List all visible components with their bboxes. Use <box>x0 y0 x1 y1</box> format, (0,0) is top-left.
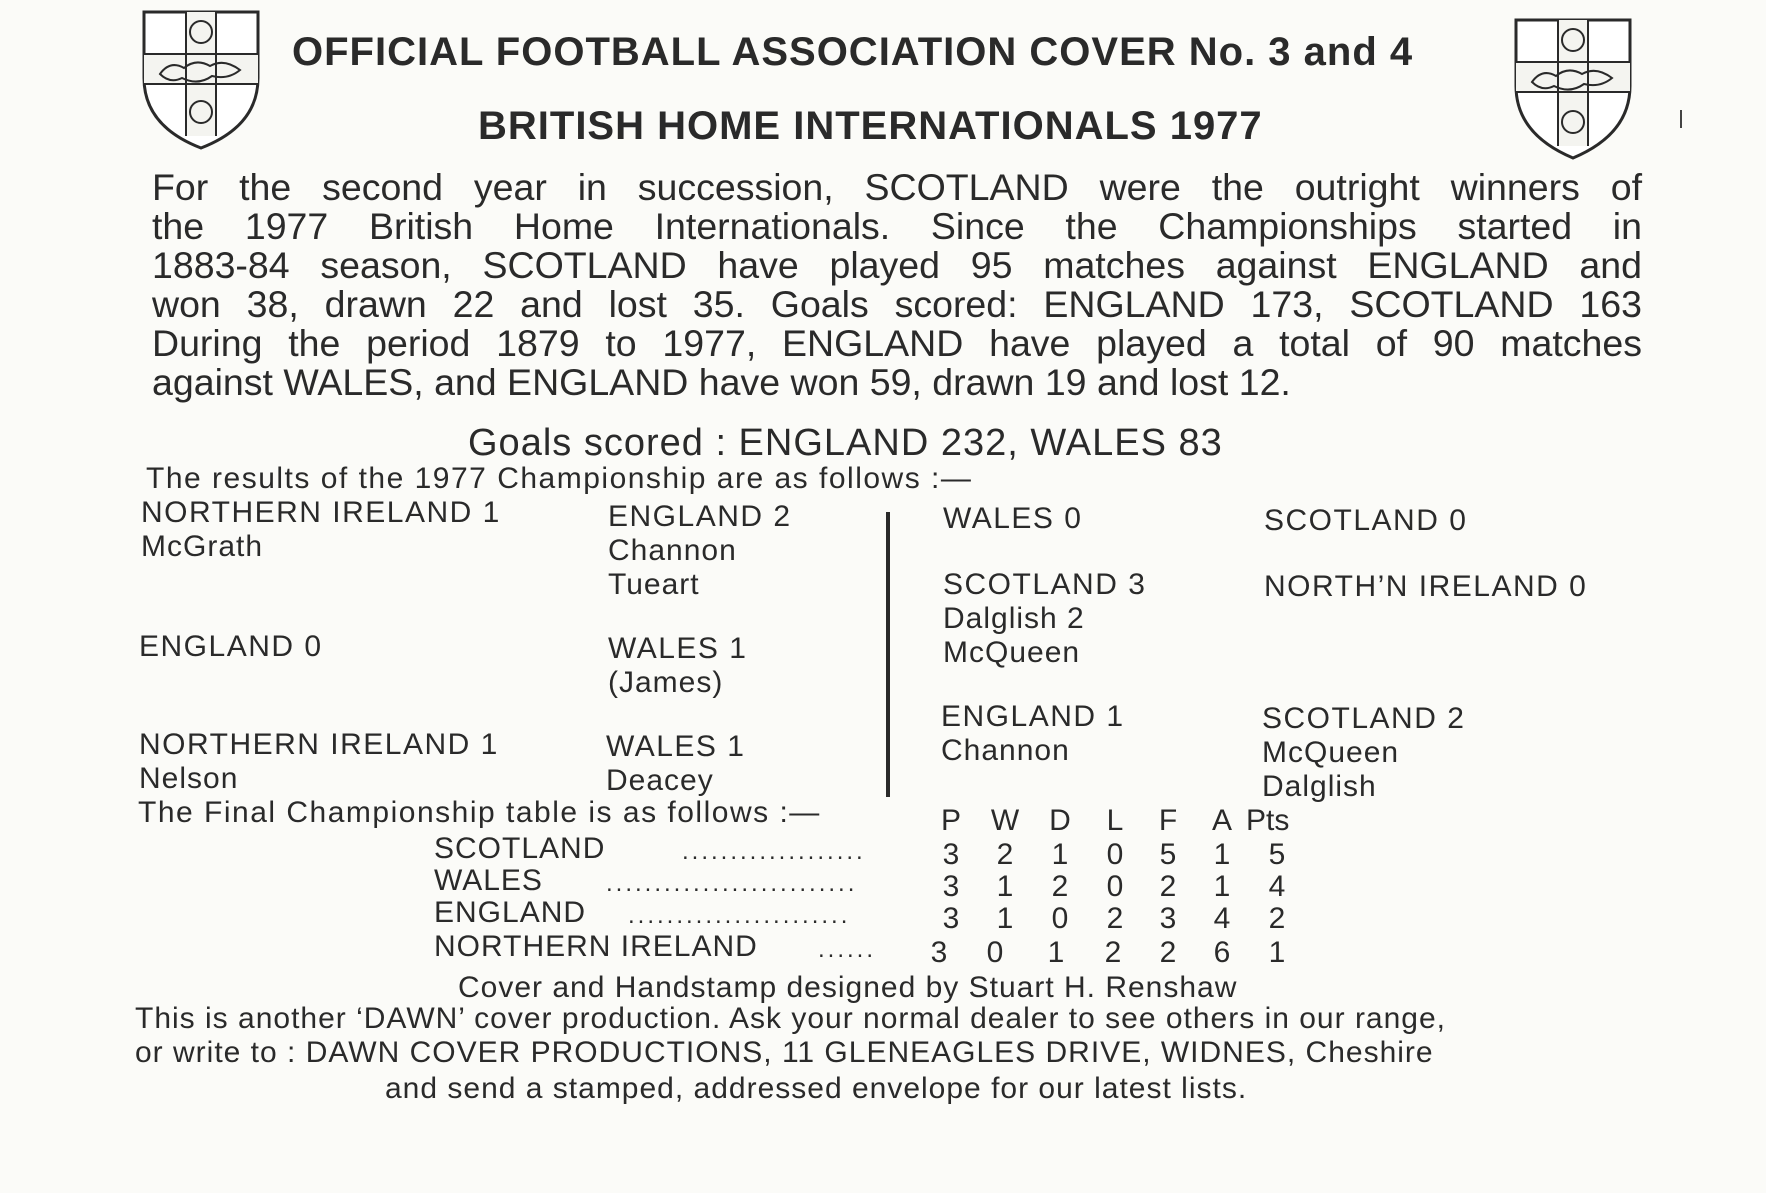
goals-scored-line: Goals scored : ENGLAND 232, WALES 83 <box>468 422 1223 464</box>
intro-line: won 38, drawn 22 and lost 35. Goals scored: ENGLAND 173, SCOTLAND 163 <box>152 283 1642 325</box>
table-row-leader: .......................... <box>606 870 858 897</box>
table-header: D <box>1049 804 1071 837</box>
match-scorer: Channon <box>941 734 1070 767</box>
match-scorer: (James) <box>608 666 724 699</box>
match-home-team: NORTHERN IRELAND 1 <box>139 728 499 761</box>
table-header: F <box>1158 804 1178 837</box>
match-away-team: WALES 1 <box>606 730 746 763</box>
table-cell: 3 <box>942 870 960 903</box>
match-scorer: McQueen <box>1262 736 1400 769</box>
table-cell: 2 <box>1051 870 1069 903</box>
intro-paragraph <box>152 168 1642 402</box>
table-row-leader: ...... <box>818 936 877 963</box>
match-away-team: SCOTLAND 0 <box>1264 504 1468 537</box>
match-home-team: NORTHERN IRELAND 1 <box>141 496 501 529</box>
table-cell: 5 <box>1268 838 1286 871</box>
match-away-team: ENGLAND 2 <box>608 500 792 533</box>
match-scorer: Channon <box>608 534 737 567</box>
table-cell: 3 <box>930 936 948 969</box>
shield-crest-icon <box>1512 16 1634 162</box>
table-row-team: NORTHERN IRELAND <box>434 930 758 963</box>
table-cell: 6 <box>1213 936 1231 969</box>
table-cell: 1 <box>996 902 1014 935</box>
table-header: A <box>1211 804 1232 837</box>
table-row-team: SCOTLAND <box>434 832 606 865</box>
intro-line: the 1977 British Home Internationals. Since the Championships started in <box>152 205 1642 247</box>
match-home-team: WALES 0 <box>943 502 1083 535</box>
table-cell: 2 <box>1268 902 1286 935</box>
table-row-leader: ................... <box>682 838 866 865</box>
table-cell: 0 <box>1106 870 1124 903</box>
table-cell: 2 <box>996 838 1014 871</box>
intro-line: against WALES, and ENGLAND have won 59, drawn 19 and lost 12. <box>152 361 1291 403</box>
table-header: W <box>990 804 1020 837</box>
match-scorer: Deacey <box>606 764 714 797</box>
match-home-team: ENGLAND 1 <box>941 700 1125 733</box>
table-cell: 0 <box>1051 902 1069 935</box>
table-intro: The Final Championship table is as follows :— <box>138 796 821 829</box>
match-away-team: NORTH’N IRELAND 0 <box>1264 570 1588 603</box>
table-cell: 2 <box>1106 902 1124 935</box>
page-title: OFFICIAL FOOTBALL ASSOCIATION COVER No. 3 and 4 <box>292 30 1414 74</box>
match-scorer: Dalglish <box>1262 770 1377 803</box>
table-header: L <box>1106 804 1124 837</box>
table-cell: 0 <box>986 936 1004 969</box>
match-scorer: Dalglish 2 <box>943 602 1085 635</box>
table-cell: 0 <box>1106 838 1124 871</box>
table-cell: 4 <box>1268 870 1286 903</box>
table-header: Pts <box>1246 804 1290 837</box>
footer-line: This is another ‘DAWN’ cover production. Ask your normal dealer to see others in our range, <box>135 1002 1447 1035</box>
table-cell: 1 <box>1268 936 1286 969</box>
table-cell: 3 <box>942 838 960 871</box>
match-away-team: WALES 1 <box>608 632 748 665</box>
intro-line: 1883-84 season, SCOTLAND have played 95 matches against ENGLAND and <box>152 244 1642 286</box>
edge-mark <box>1680 110 1682 128</box>
shield-crest-icon <box>140 8 262 152</box>
column-divider <box>886 512 890 797</box>
intro-line: For the second year in succession, SCOTLAND were the outright winners of <box>152 166 1642 208</box>
table-cell: 3 <box>1159 902 1177 935</box>
table-cell: 1 <box>1051 838 1069 871</box>
table-row-team: WALES <box>434 864 543 897</box>
intro-line: During the period 1879 to 1977, ENGLAND have played a total of 90 matches <box>152 322 1642 364</box>
page-subtitle: BRITISH HOME INTERNATIONALS 1977 <box>478 104 1263 148</box>
table-cell: 2 <box>1104 936 1122 969</box>
design-credit: Cover and Handstamp designed by Stuart H. Renshaw <box>458 971 1238 1004</box>
table-cell: 2 <box>1159 936 1177 969</box>
footer-line: and send a stamped, addressed envelope for our latest lists. <box>385 1072 1248 1105</box>
table-row-leader: ....................... <box>628 902 851 929</box>
table-cell: 1 <box>1213 838 1231 871</box>
table-cell: 1 <box>1213 870 1231 903</box>
match-scorer: Nelson <box>139 762 239 795</box>
results-intro: The results of the 1977 Championship are as follows :— <box>146 462 973 495</box>
table-cell: 4 <box>1213 902 1231 935</box>
table-cell: 2 <box>1159 870 1177 903</box>
match-home-team: ENGLAND 0 <box>139 630 323 663</box>
table-cell: 1 <box>1047 936 1065 969</box>
table-row-team: ENGLAND <box>434 896 587 929</box>
match-scorer: McGrath <box>141 530 264 563</box>
match-scorer: Tueart <box>608 568 700 601</box>
footer-line: or write to : DAWN COVER PRODUCTIONS, 11 GLENEAGLES DRIVE, WIDNES, Cheshire <box>135 1036 1434 1069</box>
table-header: P <box>940 804 961 837</box>
table-cell: 1 <box>996 870 1014 903</box>
table-cell: 3 <box>942 902 960 935</box>
table-cell: 5 <box>1159 838 1177 871</box>
match-away-team: SCOTLAND 2 <box>1262 702 1466 735</box>
match-scorer: McQueen <box>943 636 1081 669</box>
match-home-team: SCOTLAND 3 <box>943 568 1147 601</box>
